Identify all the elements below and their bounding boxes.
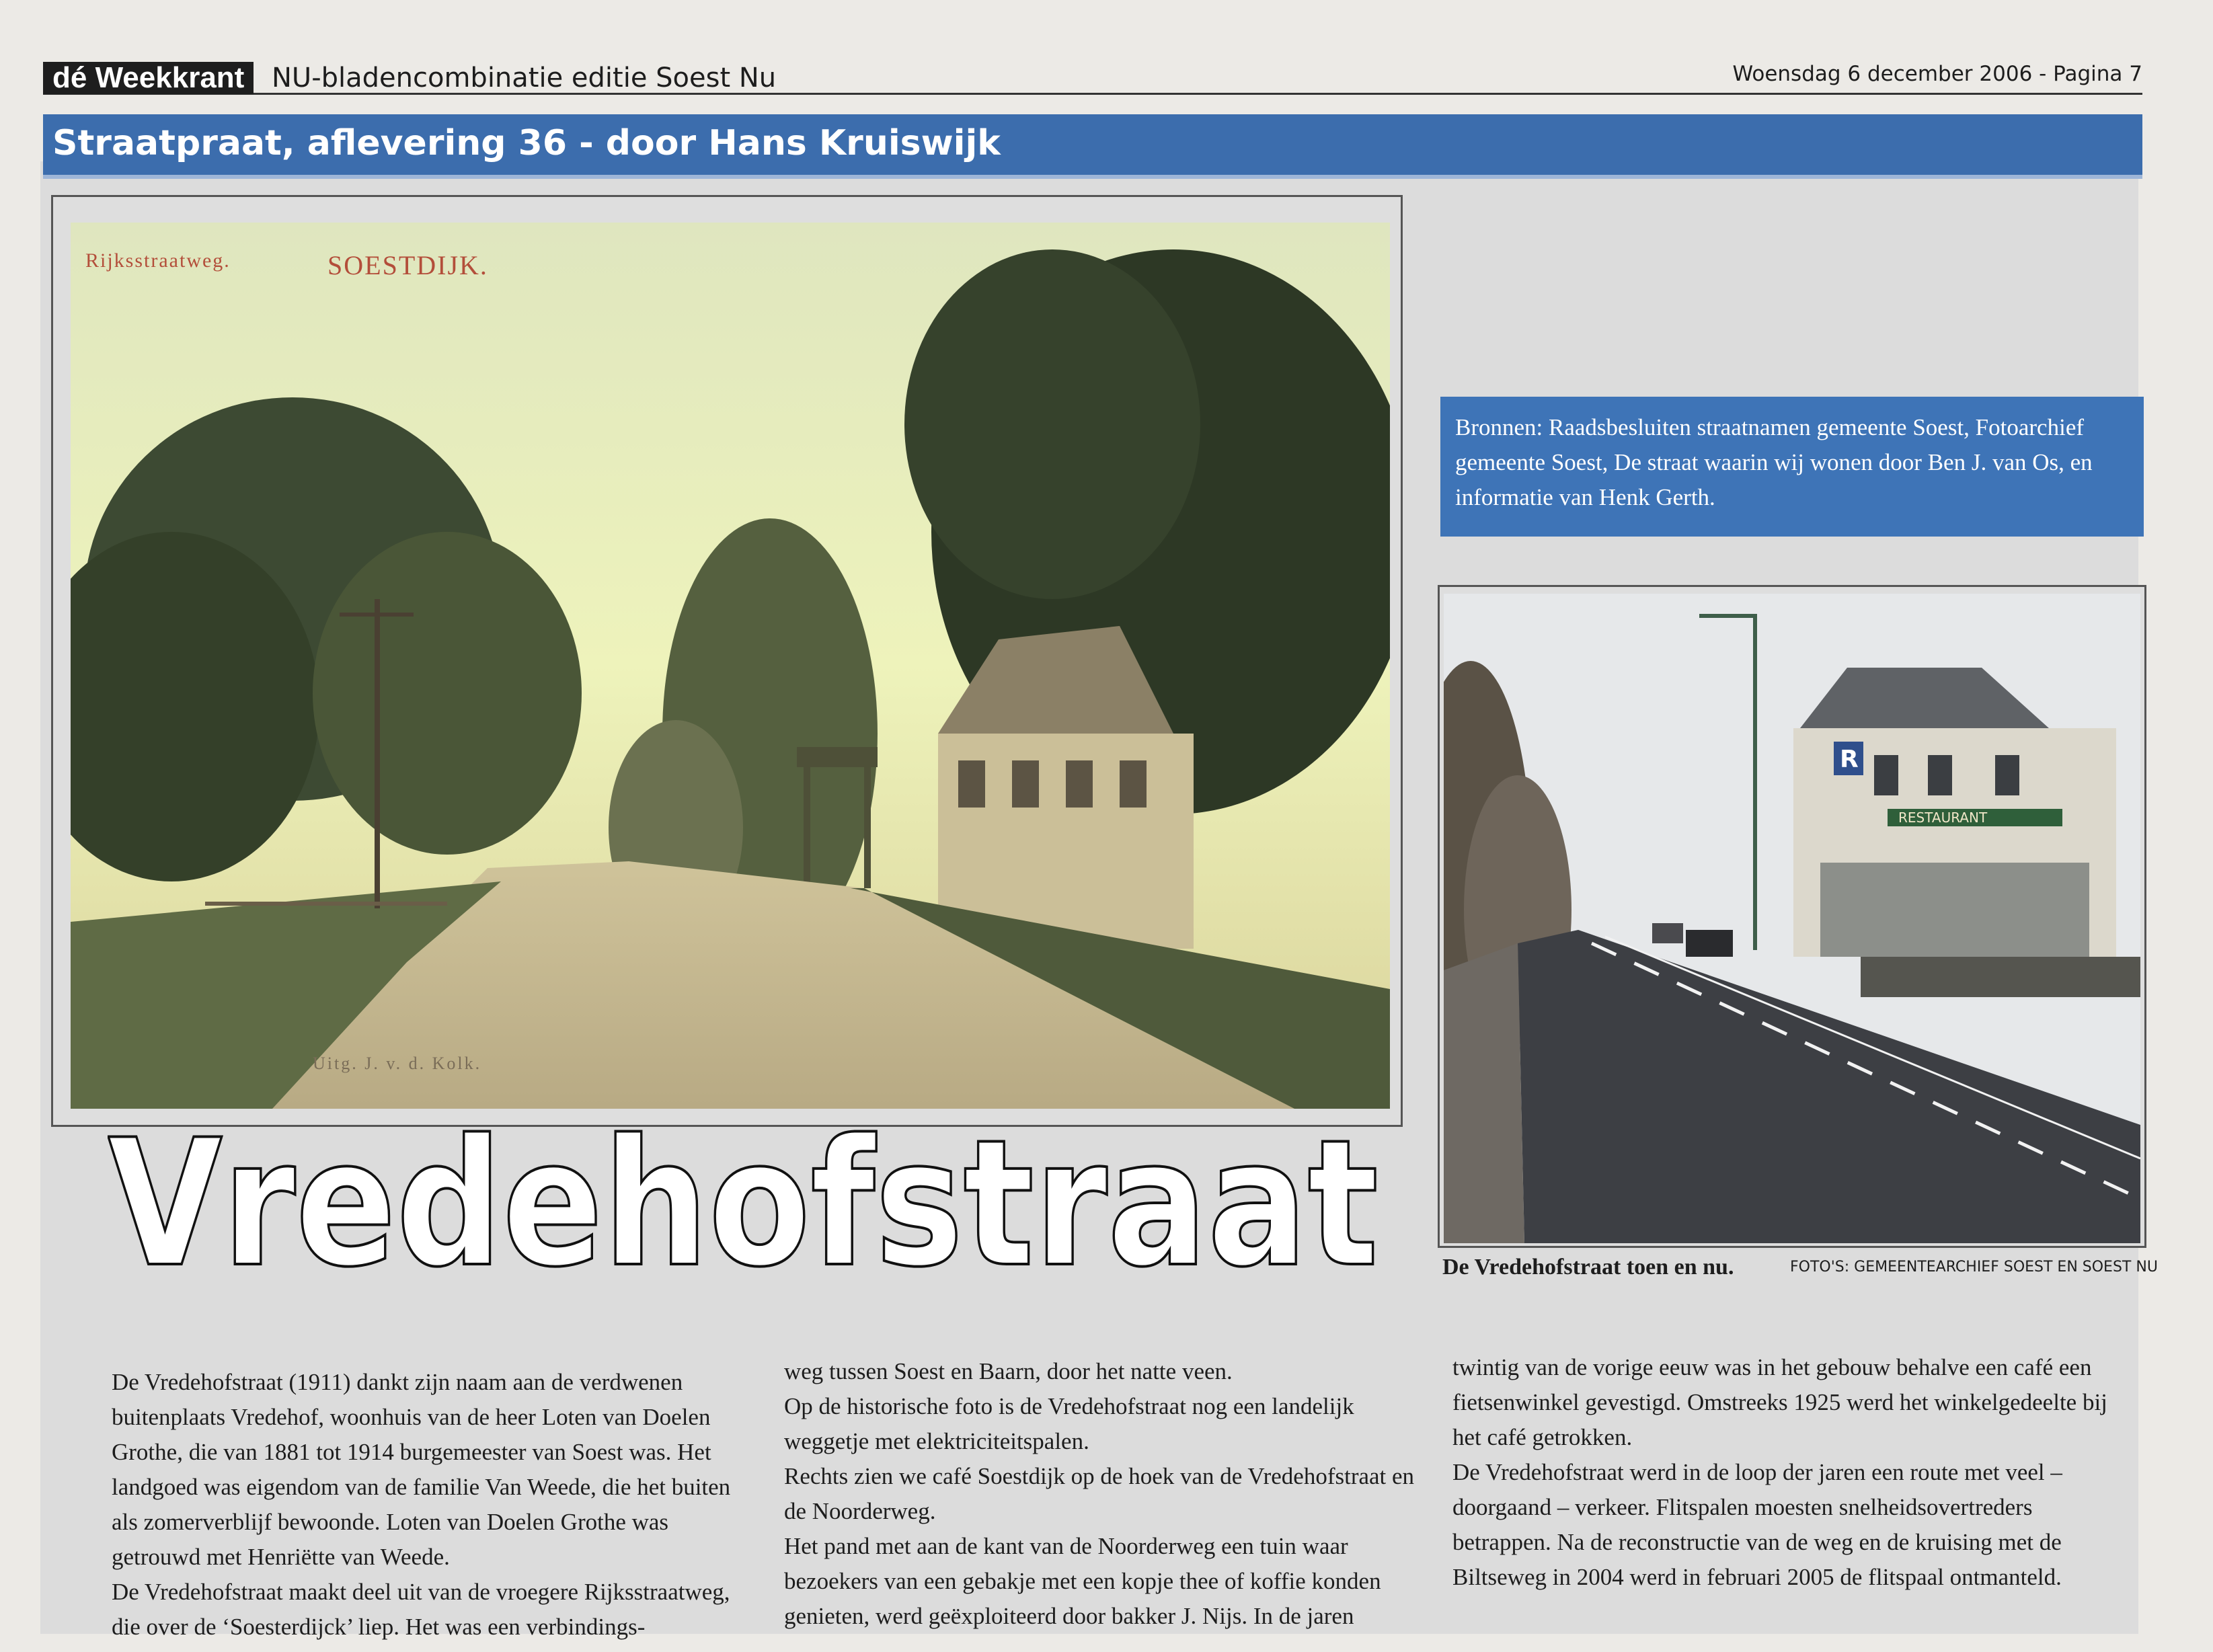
date-page-label: Woensdag 6 december 2006 - Pagina 7	[1732, 62, 2142, 86]
headline	[108, 1111, 1385, 1312]
series-banner	[43, 114, 2142, 179]
historic-photo-illustration	[71, 223, 1390, 1109]
edition-label: NU-bladencombinatie editie Soest Nu	[272, 63, 777, 93]
modern-photo-illustration	[1444, 594, 2140, 1243]
newspaper-brand: dé Weekkrant	[43, 62, 254, 94]
r-sign-letter: R	[1840, 746, 1859, 773]
modern-photo	[1444, 594, 2140, 1243]
modern-photo-frame	[1438, 585, 2146, 1248]
article-paragraph: Het pand met aan de kant van de Noorderweg een tuin waar bezoekers van een gebakje met een kopje thee of koffie konden genieten, werd geëxploiteerd door bakker J. Nijs. In de jaren	[784, 1533, 1381, 1629]
article-paragraph: De Vredehofstraat werd in de loop der jaren een route met veel – doorgaand – verkeer. Flitspalen moesten snelheidsovertreders betrappen. Na de reconstructie van de weg en de kruising met de Biltseweg in 2004 werd in februari 2005 de flitspaal ontmanteld.	[1452, 1459, 2062, 1590]
series-title: Straatpraat, aflevering 36 - door Hans Kruiswijk	[52, 123, 1001, 163]
photo-credit: FOTO'S: GEMEENTEARCHIEF SOEST EN SOEST NU	[1790, 1259, 2158, 1275]
article-paragraph: twintig van de vorige eeuw was in het gebouw behalve een café een fietsenwinkel gevestigd. Omstreeks 1925 werd het winkelgedeelte bij het café getrokken.	[1452, 1354, 2107, 1450]
article-paragraph: Op de historische foto is de Vredehofstraat nog een landelijk weggetje met elektriciteitspalen.	[784, 1393, 1354, 1454]
article-column-2	[784, 1354, 1424, 1634]
postcard-town-label: SOESTDIJK.	[327, 250, 488, 280]
article-paragraph: De Vredehofstraat (1911) dankt zijn naam aan de verdwenen buitenplaats Vredehof, woonhuis van de heer Loten van Doelen Grothe, die van 1881 tot 1914 burgemeester van Soest was. Het landgoed was eigendom van de familie Van Weede, die het buiten als zomerverblijf bewoonde. Loten van Doelen Grothe was getrouwd met Henriëtte van Weede.	[112, 1369, 731, 1570]
headline-text: Vredehofstraat	[108, 1111, 1379, 1306]
article-column-1	[112, 1365, 752, 1645]
historic-photo	[71, 223, 1390, 1109]
historic-photo-frame	[51, 195, 1403, 1127]
sources-text: Bronnen: Raadsbesluiten straatnamen gemeente Soest, Fotoarchief gemeente Soest, De straat waarin wij wonen door Ben J. van Os, en informatie van Henk Gerth.	[1455, 414, 2093, 510]
sources-box	[1440, 397, 2144, 537]
article-paragraph: De Vredehofstraat maakt deel uit van de vroegere Rijksstraatweg, die over de ‘Soesterdijck’ liep. Het was een verbindings-	[112, 1579, 730, 1640]
restaurant-sign: RESTAURANT	[1898, 810, 1988, 826]
postcard-street-label-text: Rijksstraatweg.	[85, 249, 231, 272]
article-paragraph: weg tussen Soest en Baarn, door het natte veen.	[784, 1358, 1233, 1384]
article-column-3	[1452, 1350, 2125, 1595]
postcard-publisher: Uitg. J. v. d. Kolk.	[313, 1054, 482, 1073]
masthead	[43, 62, 2142, 95]
article-paragraph: Rechts zien we café Soestdijk op de hoek van de Vredehofstraat en de Noorderweg.	[784, 1463, 1415, 1524]
photo-caption: De Vredehofstraat toen en nu.	[1442, 1255, 1734, 1280]
